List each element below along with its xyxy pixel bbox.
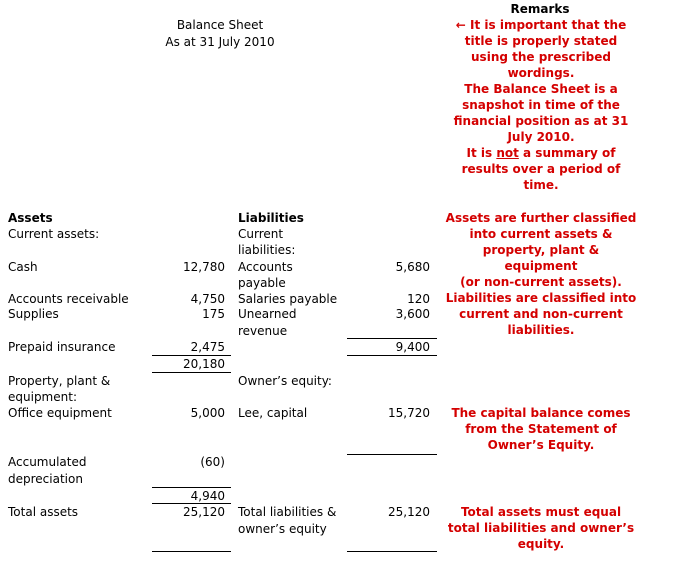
remark-line: equity. [517, 537, 565, 551]
remark-text: It is [466, 146, 497, 160]
cash-value: 12,780 [183, 260, 225, 274]
remark-line: property, plant & [482, 243, 600, 257]
office-equipment-label: Office equipment [8, 406, 112, 420]
remark-line: The capital balance comes [451, 406, 631, 420]
office-equipment-value: 5,000 [190, 406, 225, 420]
accumulated-depreciation-value: (60) [200, 455, 225, 469]
total-rule [152, 372, 231, 373]
prepaid-insurance-value: 2,475 [190, 340, 225, 354]
unearned-revenue-value: 3,600 [395, 307, 430, 321]
supplies-value: 175 [202, 307, 225, 321]
subtotal-rule [347, 454, 437, 455]
remark-line: current and non-current [459, 307, 623, 321]
accounts-payable-value: 5,680 [395, 260, 430, 274]
remark-line: using the prescribed [471, 50, 611, 64]
remark-line: title is properly stated [464, 34, 618, 48]
total-liabilities-equity-value: 25,120 [388, 505, 430, 519]
current-assets-heading: Current assets: [8, 227, 100, 241]
ppe-heading: Property, plant & [8, 374, 111, 388]
remark-line: snapshot in time of the [462, 98, 620, 112]
remark-line: liabilities. [507, 323, 575, 337]
liabilities-heading: Liabilities [238, 211, 304, 225]
accounts-payable-label: Accounts [238, 260, 293, 274]
current-liabilities-total: 9,400 [395, 340, 430, 354]
total-assets-label: Total assets [8, 505, 79, 519]
unearned-revenue-label: Unearned [238, 307, 297, 321]
remark-line: wordings. [507, 66, 575, 80]
current-assets-total: 20,180 [183, 357, 225, 371]
remark-line: Total assets must equal [460, 505, 622, 519]
remark-line: Assets are further classified [445, 211, 637, 225]
owners-equity-heading: Owner’s equity: [238, 374, 332, 388]
remark-line: Owner’s Equity. [487, 438, 595, 452]
remark-line: from the Statement of [465, 422, 617, 436]
current-liabilities-heading-cont: liabilities: [238, 243, 296, 257]
total-rule [347, 355, 437, 356]
remark-line [438, 17, 644, 33]
statement-date: As at 31 July 2010 [165, 35, 275, 49]
capital-value: 15,720 [388, 406, 430, 420]
remark-line: total liabilities and owner’s [447, 521, 635, 535]
salaries-payable-value: 120 [407, 292, 430, 306]
remark-totals [438, 504, 644, 552]
remark-text: It is important that the [470, 18, 627, 32]
remark-line: The Balance Sheet is a [464, 82, 618, 96]
remark-emphasis: not [496, 146, 519, 160]
remark-line: Liabilities are classified into [445, 291, 637, 305]
remark-line: July 2010. [507, 130, 575, 144]
remark-title [438, 17, 644, 193]
accounts-receivable-label: Accounts receivable [8, 292, 129, 306]
accounts-payable-label-cont: payable [238, 276, 286, 290]
remarks-heading: Remarks [510, 2, 570, 16]
accounts-receivable-value: 4,750 [190, 292, 225, 306]
total-rule [347, 551, 437, 552]
accumulated-depreciation-label-cont: depreciation [8, 472, 83, 486]
remark-line: (or non-current assets). [460, 275, 622, 289]
capital-label: Lee, capital [238, 406, 308, 420]
total-rule [152, 551, 231, 552]
current-liabilities-heading: Current [238, 227, 284, 241]
prepaid-insurance-label: Prepaid insurance [8, 340, 116, 354]
salaries-payable-label: Salaries payable [238, 292, 338, 306]
remark-text: a summary of [518, 146, 616, 160]
remark-line: equipment [504, 259, 578, 273]
remark-line: financial position as at 31 [453, 114, 629, 128]
unearned-revenue-label-cont: revenue [238, 324, 288, 338]
remark-line: results over a period of [461, 162, 621, 176]
supplies-label: Supplies [8, 307, 59, 321]
total-liabilities-equity-label-cont: owner’s equity [238, 522, 327, 536]
remark-capital [438, 405, 644, 453]
cash-label: Cash [8, 260, 38, 274]
remark-line: into current assets & [469, 227, 613, 241]
accumulated-depreciation-label: Accumulated [8, 455, 87, 469]
remark-line: time. [523, 178, 559, 192]
ppe-heading-cont: equipment: [8, 390, 77, 404]
statement-title: Balance Sheet [176, 18, 264, 32]
ppe-total: 4,940 [190, 489, 225, 503]
total-assets-value: 25,120 [183, 505, 225, 519]
total-liabilities-equity-label: Total liabilities & [238, 505, 337, 519]
remark-classification [438, 210, 644, 338]
assets-heading: Assets [8, 211, 53, 225]
arrow-left-icon: ← [455, 18, 466, 32]
remark-line [438, 145, 644, 161]
